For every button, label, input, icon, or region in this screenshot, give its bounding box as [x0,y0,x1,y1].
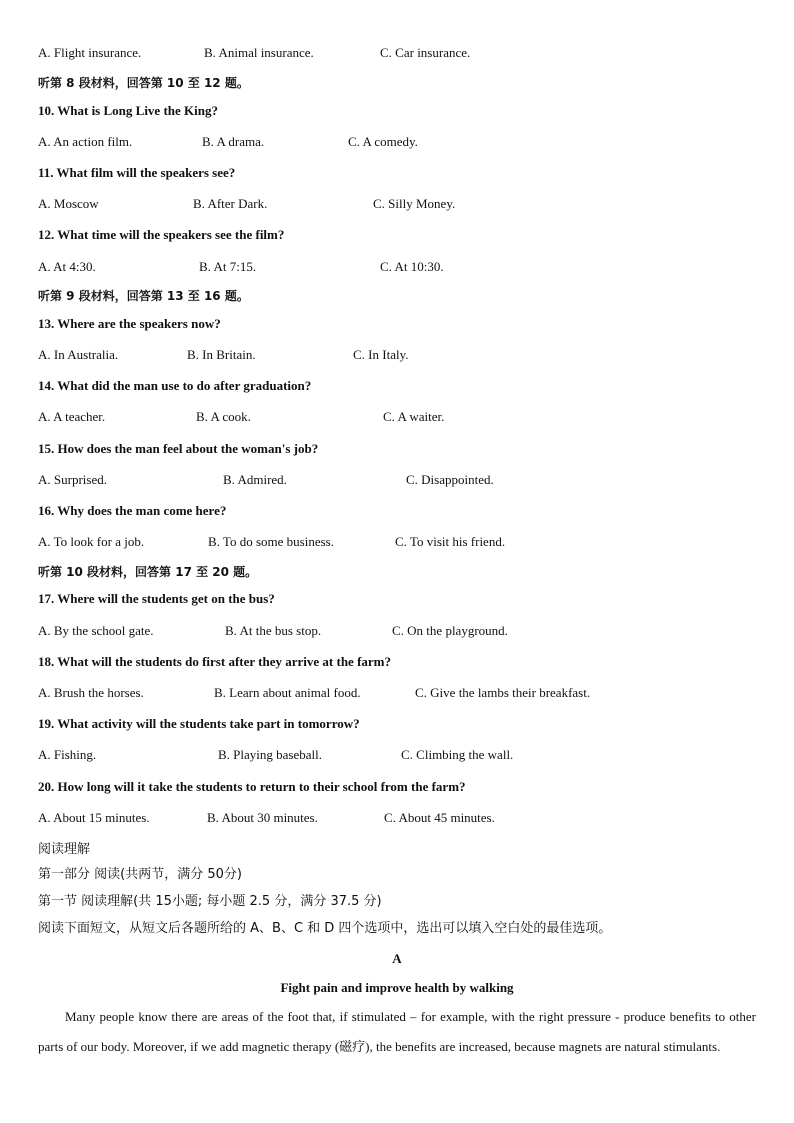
section-9-instruction: 听第 9 段材料，回答第 13 至 16 题。 [38,289,249,303]
q14-option-c: C. A waiter. [383,409,445,424]
q9-option-b: B. Animal insurance. [204,45,314,60]
q9-option-c: C. Car insurance. [380,45,471,60]
passage-title: Fight pain and improve health by walking [280,980,514,995]
q10-option-b: B. A drama. [202,134,265,149]
q20-option-c: C. About 45 minutes. [384,810,495,825]
q16-option-a: A. To look for a job. [38,534,145,549]
q17-option-b: B. At the bus stop. [225,623,322,638]
q12-option-a: A. At 4:30. [38,259,96,274]
reading-instruction: 阅读下面短文，从短文后各题所给的 A、B、C 和 D 四个选项中，选出可以填入空白处的最佳选项。 [38,921,612,936]
question-15: 15. How does the man feel about the woman's job? [38,441,319,456]
q17-option-c: C. On the playground. [392,623,508,638]
q19-option-c: C. Climbing the wall. [401,747,514,762]
q17-option-a: A. By the school gate. [38,623,154,638]
q20-option-a: A. About 15 minutes. [38,810,150,825]
q10-option-a: A. An action film. [38,134,133,149]
passage-paragraph: Many people know there are areas of the foot that, if stimulated – for example, with the right pressure - produce benefits to other parts of our body. Moreover, if we add magnetic therapy (磁疗), the benefits are increased, because magnets are natural stimulants. [38,1009,756,1054]
question-12: 12. What time will the speakers see the film? [38,227,285,242]
question-10: 10. What is Long Live the King? [38,103,218,118]
q11-option-a: A. Moscow [38,196,99,211]
section-10-instruction: 听第 10 段材料，回答第 17 至 20 题。 [38,565,258,579]
question-20: 20. How long will it take the students to return to their school from the farm? [38,779,466,794]
question-11: 11. What film will the speakers see? [38,165,236,180]
q18-option-b: B. Learn about animal food. [214,685,361,700]
q12-option-c: C. At 10:30. [380,259,444,274]
q16-option-b: B. To do some business. [208,534,334,549]
q16-option-c: C. To visit his friend. [395,534,506,549]
question-17: 17. Where will the students get on the bus? [38,591,275,606]
q15-option-c: C. Disappointed. [406,472,494,487]
q18-option-a: A. Brush the horses. [38,685,144,700]
q19-option-a: A. Fishing. [38,747,97,762]
q13-option-c: C. In Italy. [353,347,409,362]
q11-option-c: C. Silly Money. [373,196,456,211]
q11-option-b: B. After Dark. [193,196,268,211]
q14-option-b: B. A cook. [196,409,251,424]
reading-part-title: 第一部分 阅读(共两节，满分 50分) [38,867,242,882]
q18-option-c: C. Give the lambs their breakfast. [415,685,591,700]
q15-option-a: A. Surprised. [38,472,107,487]
question-19: 19. What activity will the students take part in tomorrow? [38,716,360,731]
reading-section-title: 第一节 阅读理解(共 15小题; 每小题 2.5 分，满分 37.5 分) [38,894,382,909]
q9-option-a: A. Flight insurance. [38,45,142,60]
reading-heading: 阅读理解 [38,842,91,857]
q13-option-a: A. In Australia. [38,347,119,362]
q12-option-b: B. At 7:15. [199,259,257,274]
question-18: 18. What will the students do first after they arrive at the farm? [38,654,391,669]
section-8-instruction: 听第 8 段材料，回答第 10 至 12 题。 [38,76,249,90]
q14-option-a: A. A teacher. [38,409,106,424]
question-16: 16. Why does the man come here? [38,503,227,518]
question-13: 13. Where are the speakers now? [38,316,221,331]
q19-option-b: B. Playing baseball. [218,747,322,762]
q13-option-b: B. In Britain. [187,347,256,362]
q10-option-c: C. A comedy. [348,134,418,149]
passage-label: A [392,951,402,966]
question-14: 14. What did the man use to do after graduation? [38,378,312,393]
q15-option-b: B. Admired. [223,472,287,487]
q20-option-b: B. About 30 minutes. [207,810,318,825]
